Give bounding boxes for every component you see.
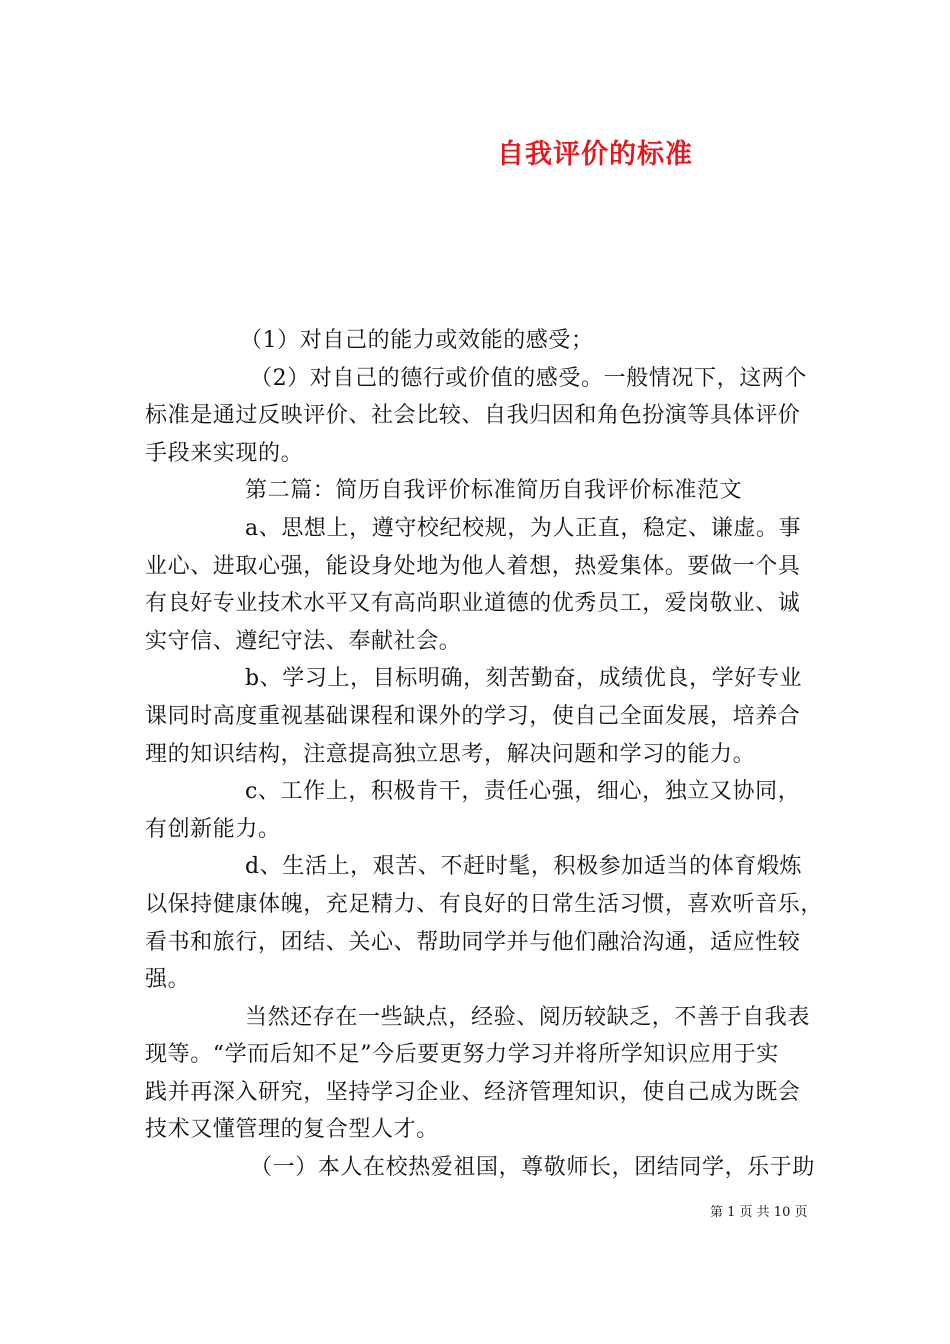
document-body [145,322,825,1187]
body-line: 有良好专业技术水平又有高尚职业道德的优秀员工，爱岗敬业、诚 [145,591,801,617]
body-line: 现等。“学而后知不足”今后要更努力学习并将所学知识应用于实 [145,1042,779,1068]
body-line: 以保持健康体魄，充足精力、有良好的日常生活习惯，喜欢听音乐， [145,891,824,917]
body-line: 强。 [145,967,191,993]
page-footer: 第 1 页 共 10 页 [710,1205,808,1220]
body-line: 看书和旅行，团结、关心、帮助同学并与他们融洽沟通，适应性较 [145,929,801,955]
body-line: 标准是通过反映评价、社会比较、自我归因和角色扮演等具体评价 [145,403,801,429]
body-line: b、学习上，目标明确，刻苦勤奋，成绩优良，学好专业 [245,666,803,692]
body-line: 有创新能力。 [145,816,281,842]
body-line: a、思想上，遵守校纪校规，为人正直，稳定、谦虚。事 [245,515,802,541]
body-line: （一）本人在校热爱祖国，尊敬师长，团结同学，乐于助 [250,1155,816,1181]
body-line: 践并再深入研究，坚持学习企业、经济管理知识，使自己成为既会 [145,1079,801,1105]
body-line: 理的知识结构，注意提高独立思考，解决问题和学习的能力。 [145,741,756,767]
body-line: 实守信、遵纪守法、奉献社会。 [145,628,462,654]
document-title: 自我评价的标准 [497,139,693,170]
body-line: 当然还存在一些缺点，经验、阅历较缺乏，不善于自我表 [245,1004,811,1030]
body-line: （2）对自己的德行或价值的感受。一般情况下，这两个 [250,365,807,391]
body-line: 第二篇：简历自我评价标准简历自我评价标准范文 [245,478,743,504]
body-line: c、工作上，积极肯干，责任心强，细心，独立又协同， [245,779,801,805]
body-line: 业心、进取心强，能设身处地为他人着想，热爱集体。要做一个具 [145,553,801,579]
body-line: （1）对自己的能力或效能的感受； [240,328,594,353]
body-line: 技术又懂管理的复合型人才。 [145,1117,439,1143]
body-line: d、生活上，艰苦、不赶时髦，积极参加适当的体育煅炼 [245,854,803,880]
body-line: 手段来实现的。 [145,440,304,466]
body-line: 课同时高度重视基础课程和课外的学习，使自己全面发展，培养合 [145,703,801,729]
